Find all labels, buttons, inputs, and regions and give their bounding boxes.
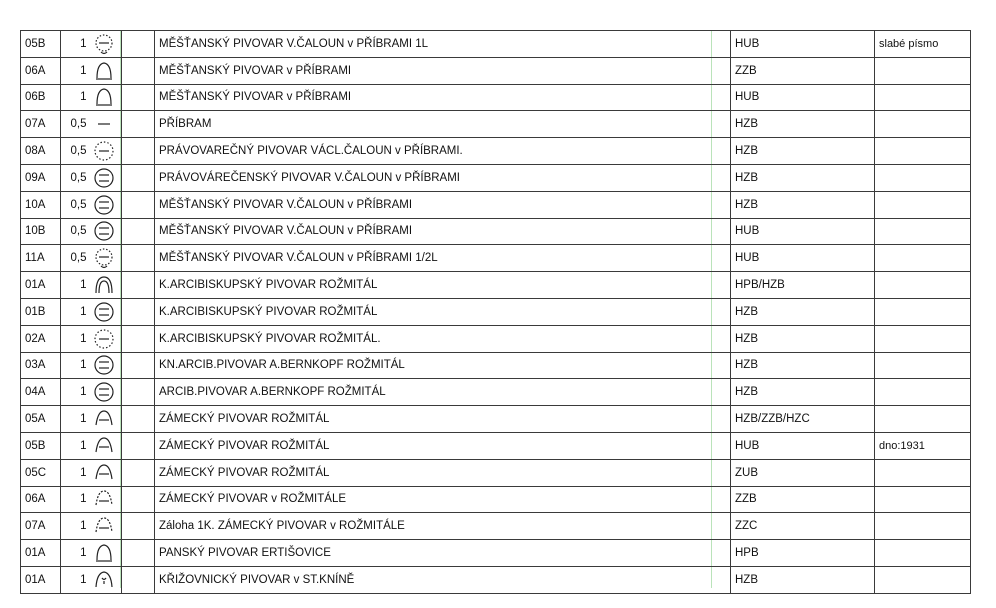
- brewery-name-cell: ZÁMECKÝ PIVOVAR ROŽMITÁL: [155, 432, 731, 459]
- table-row: [21, 218, 971, 245]
- type-cell: HPB: [731, 540, 875, 567]
- brewery-name-cell: PRÁVOVAREČNÝ PIVOVAR VÁCL.ČALOUN v PŘÍBRAMI.: [155, 138, 731, 165]
- spacer-cell: [122, 406, 155, 433]
- code-cell: 04A: [21, 379, 61, 406]
- spacer-cell: [122, 138, 155, 165]
- quantity-cell: 1: [61, 432, 89, 459]
- mark-cell: [89, 111, 122, 138]
- type-cell: HUB: [731, 31, 875, 58]
- brewery-name-cell: ZÁMECKÝ PIVOVAR v ROŽMITÁLE: [155, 486, 731, 513]
- note-cell: [875, 379, 971, 406]
- spacer-cell: [122, 84, 155, 111]
- arc-dots-icon: [89, 514, 119, 538]
- ring-bars-icon: [89, 353, 119, 377]
- table-row: [21, 352, 971, 379]
- brewery-name-cell: ZÁMECKÝ PIVOVAR ROŽMITÁL: [155, 459, 731, 486]
- table-row: [21, 31, 971, 58]
- code-cell: 01A: [21, 566, 61, 593]
- type-cell: HZB: [731, 566, 875, 593]
- note-cell: slabé písmo: [875, 31, 971, 58]
- mark-cell: [89, 513, 122, 540]
- code-cell: 07A: [21, 513, 61, 540]
- spacer-cell: [122, 540, 155, 567]
- type-cell: HUB: [731, 84, 875, 111]
- note-cell: [875, 191, 971, 218]
- mark-cell: [89, 57, 122, 84]
- code-cell: 06B: [21, 84, 61, 111]
- spacer-cell: [122, 111, 155, 138]
- code-cell: 01A: [21, 272, 61, 299]
- brewery-name-cell: MĚŠŤANSKÝ PIVOVAR V.ČALOUN v PŘÍBRAMI 1/2L: [155, 245, 731, 272]
- mark-cell: [89, 432, 122, 459]
- type-cell: HZB: [731, 352, 875, 379]
- code-cell: 11A: [21, 245, 61, 272]
- quantity-cell: 1: [61, 325, 89, 352]
- note-cell: [875, 298, 971, 325]
- note-cell: [875, 272, 971, 299]
- type-cell: HZB: [731, 191, 875, 218]
- spacer-cell: [122, 164, 155, 191]
- note-cell: [875, 540, 971, 567]
- mark-cell: [89, 459, 122, 486]
- brewery-name-cell: PŘÍBRAM: [155, 111, 731, 138]
- type-cell: HZB/ZZB/HZC: [731, 406, 875, 433]
- code-cell: 05B: [21, 31, 61, 58]
- mark-cell: [89, 325, 122, 352]
- ring-bars-icon: [89, 193, 119, 217]
- arc-bar-icon: [89, 541, 119, 565]
- code-cell: 06A: [21, 57, 61, 84]
- quantity-cell: 1: [61, 486, 89, 513]
- table-row: [21, 298, 971, 325]
- code-cell: 03A: [21, 352, 61, 379]
- note-cell: [875, 57, 971, 84]
- ring-bars-icon: [89, 380, 119, 404]
- spacer-cell: [122, 298, 155, 325]
- note-cell: [875, 406, 971, 433]
- type-cell: HZB: [731, 164, 875, 191]
- type-cell: HZB: [731, 298, 875, 325]
- spacer-cell: [122, 379, 155, 406]
- quantity-cell: 0,5: [61, 111, 89, 138]
- ring-bars-icon: [89, 300, 119, 324]
- brewery-name-cell: PANSKÝ PIVOVAR ERTIŠOVICE: [155, 540, 731, 567]
- spacer-cell: [122, 459, 155, 486]
- quantity-cell: 1: [61, 31, 89, 58]
- ring-dotted-icon: [89, 327, 119, 351]
- code-cell: 07A: [21, 111, 61, 138]
- mark-cell: [89, 245, 122, 272]
- brewery-name-cell: MĚŠŤANSKÝ PIVOVAR V.ČALOUN v PŘÍBRAMI 1L: [155, 31, 731, 58]
- mark-cell: [89, 566, 122, 593]
- brewery-name-cell: K.ARCIBISKUPSKÝ PIVOVAR ROŽMITÁL.: [155, 325, 731, 352]
- quantity-cell: 1: [61, 540, 89, 567]
- type-cell: ZUB: [731, 459, 875, 486]
- mark-cell: [89, 379, 122, 406]
- table-row: [21, 432, 971, 459]
- code-cell: 05C: [21, 459, 61, 486]
- code-cell: 05A: [21, 406, 61, 433]
- table-row: [21, 111, 971, 138]
- spacer-cell: [122, 31, 155, 58]
- code-cell: 10A: [21, 191, 61, 218]
- quantity-cell: 0,5: [61, 245, 89, 272]
- quantity-cell: 1: [61, 352, 89, 379]
- note-cell: [875, 84, 971, 111]
- brewery-name-cell: MĚŠŤANSKÝ PIVOVAR v PŘÍBRAMI: [155, 84, 731, 111]
- mark-cell: [89, 84, 122, 111]
- ring-dotted-ornament-icon: [89, 32, 119, 56]
- note-cell: [875, 111, 971, 138]
- double-arc-icon: [89, 273, 119, 297]
- note-cell: [875, 352, 971, 379]
- arc-dash-icon: [89, 407, 119, 431]
- quantity-cell: 0,5: [61, 138, 89, 165]
- spacer-cell: [122, 352, 155, 379]
- quantity-cell: 0,5: [61, 164, 89, 191]
- note-cell: [875, 325, 971, 352]
- type-cell: HUB: [731, 218, 875, 245]
- mark-cell: [89, 486, 122, 513]
- table-row: [21, 84, 971, 111]
- type-cell: ZZB: [731, 486, 875, 513]
- note-cell: [875, 459, 971, 486]
- quantity-cell: 1: [61, 272, 89, 299]
- spacer-cell: [122, 325, 155, 352]
- note-cell: [875, 138, 971, 165]
- ring-bars-icon: [89, 219, 119, 243]
- mark-cell: [89, 138, 122, 165]
- table-row: [21, 459, 971, 486]
- brewery-name-cell: KŘIŽOVNICKÝ PIVOVAR v ST.KNÍNĚ: [155, 566, 731, 593]
- type-cell: HZB: [731, 379, 875, 406]
- brewery-name-cell: ARCIB.PIVOVAR A.BERNKOPF ROŽMITÁL: [155, 379, 731, 406]
- spacer-cell: [122, 486, 155, 513]
- spacer-cell: [122, 57, 155, 84]
- code-cell: 01A: [21, 540, 61, 567]
- code-cell: 01B: [21, 298, 61, 325]
- mark-cell: [89, 352, 122, 379]
- mark-cell: [89, 164, 122, 191]
- note-cell: [875, 566, 971, 593]
- table-row: [21, 191, 971, 218]
- ring-dotted-icon: [89, 139, 119, 163]
- table-row: [21, 272, 971, 299]
- inventory-table: [20, 30, 971, 594]
- quantity-cell: 1: [61, 459, 89, 486]
- type-cell: ZZB: [731, 57, 875, 84]
- table-row: [21, 138, 971, 165]
- mark-cell: [89, 218, 122, 245]
- spacer-cell: [122, 432, 155, 459]
- brewery-name-cell: ZÁMECKÝ PIVOVAR ROŽMITÁL: [155, 406, 731, 433]
- mark-cell: [89, 540, 122, 567]
- quantity-cell: 1: [61, 84, 89, 111]
- code-cell: 10B: [21, 218, 61, 245]
- mark-cell: [89, 406, 122, 433]
- type-cell: HZB: [731, 325, 875, 352]
- spacer-cell: [122, 218, 155, 245]
- arc-dash-icon: [89, 461, 119, 485]
- arc-dash-icon: [89, 434, 119, 458]
- table-row: [21, 164, 971, 191]
- arc-dots-icon: [89, 487, 119, 511]
- quantity-cell: 1: [61, 566, 89, 593]
- quantity-cell: 1: [61, 298, 89, 325]
- mark-cell: [89, 298, 122, 325]
- quantity-cell: 0,5: [61, 218, 89, 245]
- arc-heart-icon: [89, 568, 119, 592]
- arc-bar-icon: [89, 85, 119, 109]
- table-body: [21, 31, 971, 594]
- quantity-cell: 1: [61, 379, 89, 406]
- table-row: [21, 540, 971, 567]
- table-row: [21, 566, 971, 593]
- note-cell: [875, 513, 971, 540]
- brewery-name-cell: MĚŠŤANSKÝ PIVOVAR v PŘÍBRAMI: [155, 57, 731, 84]
- mark-cell: [89, 31, 122, 58]
- type-cell: ZZC: [731, 513, 875, 540]
- brewery-name-cell: Záloha 1K. ZÁMECKÝ PIVOVAR v ROŽMITÁLE: [155, 513, 731, 540]
- spacer-cell: [122, 513, 155, 540]
- spacer-cell: [122, 566, 155, 593]
- table-row: [21, 245, 971, 272]
- spacer-cell: [122, 245, 155, 272]
- arc-bar-icon: [89, 59, 119, 83]
- brewery-name-cell: PRÁVOVÁREČENSKÝ PIVOVAR V.ČALOUN v PŘÍBRAMI: [155, 164, 731, 191]
- quantity-cell: 1: [61, 57, 89, 84]
- type-cell: HZB: [731, 138, 875, 165]
- quantity-cell: 1: [61, 406, 89, 433]
- quantity-cell: 1: [61, 513, 89, 540]
- table-row: [21, 325, 971, 352]
- table-row: [21, 379, 971, 406]
- code-cell: 09A: [21, 164, 61, 191]
- note-cell: dno:1931: [875, 432, 971, 459]
- note-cell: [875, 486, 971, 513]
- brewery-name-cell: MĚŠŤANSKÝ PIVOVAR V.ČALOUN v PŘÍBRAMI: [155, 218, 731, 245]
- ring-bars-icon: [89, 166, 119, 190]
- code-cell: 02A: [21, 325, 61, 352]
- brewery-name-cell: MĚŠŤANSKÝ PIVOVAR V.ČALOUN v PŘÍBRAMI: [155, 191, 731, 218]
- code-cell: 06A: [21, 486, 61, 513]
- code-cell: 05B: [21, 432, 61, 459]
- brewery-name-cell: K.ARCIBISKUPSKÝ PIVOVAR ROŽMITÁL: [155, 272, 731, 299]
- brewery-name-cell: K.ARCIBISKUPSKÝ PIVOVAR ROŽMITÁL: [155, 298, 731, 325]
- type-cell: HPB/HZB: [731, 272, 875, 299]
- table-row: [21, 513, 971, 540]
- type-cell: HUB: [731, 432, 875, 459]
- brewery-name-cell: KN.ARCIB.PIVOVAR A.BERNKOPF ROŽMITÁL: [155, 352, 731, 379]
- quantity-cell: 0,5: [61, 191, 89, 218]
- table-row: [21, 57, 971, 84]
- note-cell: [875, 164, 971, 191]
- type-cell: HUB: [731, 245, 875, 272]
- mark-cell: [89, 191, 122, 218]
- type-cell: HZB: [731, 111, 875, 138]
- code-cell: 08A: [21, 138, 61, 165]
- mark-cell: [89, 272, 122, 299]
- table-row: [21, 486, 971, 513]
- dash-icon: [89, 112, 119, 136]
- spacer-cell: [122, 272, 155, 299]
- note-cell: [875, 218, 971, 245]
- spacer-cell: [122, 191, 155, 218]
- inventory-table-sheet: [20, 30, 970, 594]
- table-row: [21, 406, 971, 433]
- ring-dotted-ornament-icon: [89, 246, 119, 270]
- note-cell: [875, 245, 971, 272]
